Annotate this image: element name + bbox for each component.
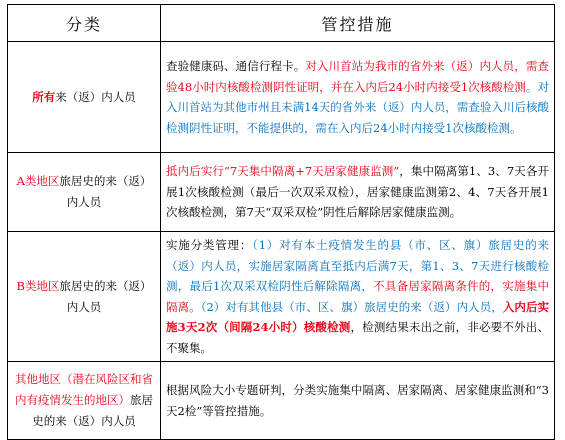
measures-header: 管控措施 [161,5,555,42]
table-row [8,362,555,440]
measure-highlight-red: 不具备居家隔离条件的，实施集中隔离。 [166,279,549,314]
category-cell [8,232,161,362]
measure-highlight-red: 抵内后实行“7天集中隔离+7天居家健康监测” [166,164,400,179]
category-emphasis: A类地区 [16,174,60,188]
category-emphasis: 其他地区（潜在风险区和省内有疫情发生的地区） [15,372,153,407]
measure-highlight-blue: 。对入川首站为其他市州且未满14天的省外来（返）内人员，需查验入川后核酸检测阴性证明，不能提供的，需在入内后24小时内接受1次核酸检测。 [166,79,549,135]
table-row [8,232,555,362]
measures-cell [161,362,555,440]
table-row [8,42,555,153]
category-cell [8,42,161,153]
measure-highlight-blue: （2）对有其他县（市、区、旗）旅居史的来（返）内人员， [200,299,503,314]
measures-cell [161,153,555,232]
measure-text: 根据风险大小专题研判，分类实施集中隔离、居家隔离、居家健康监测和“3天2检”等管控措施。 [166,383,549,418]
measures-cell [161,232,555,362]
category-emphasis: 所有 [32,89,56,104]
measure-text: 实施分类管理： [166,238,253,252]
category-cell [8,153,161,232]
measure-text: ，集中隔离第1、3、7天各开展1次核酸检测（最后一次双采双检），居家健康监测第2、4、7天各开展1次核酸检测，第7天“双采双检”阴性后解除居家健康监测。 [166,164,549,220]
measure-highlight-blue: （1）对有本土疫情发生的县（市、区、旗）旅居史的来（返）内人员，实施居家隔离直至抵内后满7天，第1、3、7天进行核酸检测，最后1次双采双检阴性后解除隔离， [166,238,549,293]
measure-text: ，检测结果未出之前，非必要不外出、不聚集。 [166,320,549,355]
measure-text: 查验健康码、通信行程卡。 [166,59,306,73]
measure-highlight-red-bold: 入内后实施3天2次（间隔24小时）核酸检测 [166,299,550,334]
category-emphasis: B类地区 [16,278,60,293]
measures-cell [161,42,555,153]
measure-highlight-red: 对入川首站为我市的省外来（返）内人员，需查验48小时内核酸检测阴性证明，并在入内后24小时内接受1次核酸检测 [166,59,549,94]
category-text: 旅居史的来（返）内人员 [59,174,152,209]
category-text: 旅居史的来（返）内人员 [32,393,153,428]
control-measures-table [7,4,555,440]
header-row [8,5,555,42]
category-text: 来（返）内人员 [55,89,136,104]
category-cell [8,362,161,440]
category-text: 旅居史的来（返）内人员 [59,278,152,314]
category-header: 分类 [8,5,161,42]
table-row [8,153,555,232]
